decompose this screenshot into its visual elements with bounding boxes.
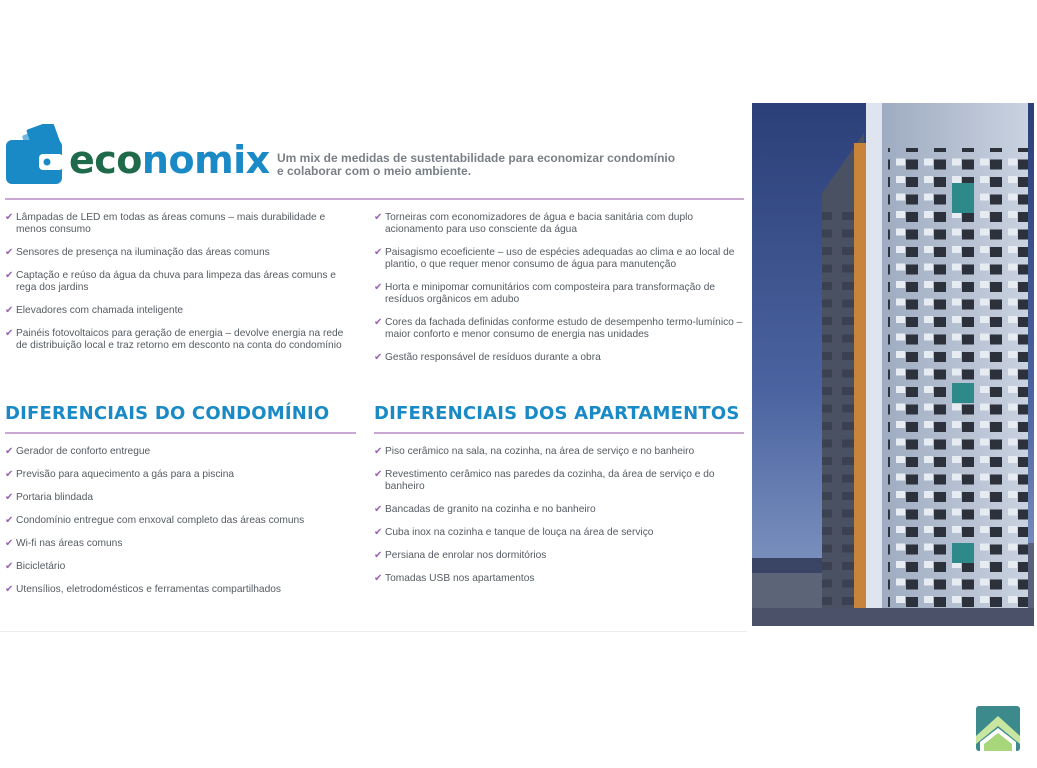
economix-divider <box>5 198 744 200</box>
check-icon: ✔ <box>374 446 383 457</box>
brand-eco: eco <box>69 138 142 182</box>
check-icon: ✔ <box>374 212 383 223</box>
apartamentos-item <box>374 550 744 562</box>
check-icon: ✔ <box>374 282 383 293</box>
check-icon: ✔ <box>5 538 14 549</box>
condominio-item-text: Portaria blindada <box>16 492 94 503</box>
check-icon: ✔ <box>5 492 14 503</box>
economix-item <box>5 247 357 259</box>
condominio-divider <box>5 432 356 434</box>
check-icon: ✔ <box>5 446 14 457</box>
check-icon: ✔ <box>374 550 383 561</box>
section-title-condominio: DIFERENCIAIS DO CONDOMÍNIO <box>5 403 330 424</box>
condominio-list <box>5 446 357 607</box>
condominio-item <box>5 561 357 573</box>
condominio-item <box>5 538 357 550</box>
check-icon: ✔ <box>374 469 383 480</box>
section-title-apartamentos: DIFERENCIAIS DOS APARTAMENTOS <box>374 403 740 424</box>
condominio-item-text: Previsão para aquecimento a gás para a piscina <box>16 469 235 480</box>
apartamentos-item <box>374 573 744 585</box>
apartamentos-item-text: Revestimento cerâmico nas paredes da cozinha, da área de serviço e do banheiro <box>385 469 715 492</box>
condominio-item <box>5 469 357 481</box>
economix-item <box>5 305 357 317</box>
economix-item-text: Paisagismo ecoeficiente – uso de espécies adequadas ao clima e ao local de plantio, o que requer menor consumo de água para manutenção <box>385 247 735 270</box>
check-icon: ✔ <box>374 504 383 515</box>
economix-item-text: Horta e minipomar comunitários com composteira para transformação de resíduos orgânicos em adubo <box>385 282 716 305</box>
apartamentos-item-text: Piso cerâmico na sala, na cozinha, na área de serviço e no banheiro <box>385 446 695 457</box>
economix-item <box>5 328 357 352</box>
economix-item <box>5 212 357 236</box>
check-icon: ✔ <box>5 212 14 223</box>
check-icon: ✔ <box>374 527 383 538</box>
economix-item-text: Cores da fachada definidas conforme estudo de desempenho termo-lumínico – maior conforto e menor consumo de energia nas unidades <box>385 317 743 340</box>
condominio-item-text: Gerador de conforto entregue <box>16 446 151 457</box>
economix-item-text: Torneiras com economizadores de água e bacia sanitária com duplo acionamento para uso consciente da água <box>385 212 694 235</box>
check-icon: ✔ <box>374 573 383 584</box>
economix-item <box>374 317 744 341</box>
economix-item <box>374 247 744 271</box>
wallet-icon <box>5 124 67 186</box>
economix-item <box>374 212 744 236</box>
building-photo <box>752 103 1034 626</box>
condominio-item <box>5 446 357 458</box>
apartamentos-divider <box>374 432 744 434</box>
check-icon: ✔ <box>374 317 383 328</box>
economix-item-text: Sensores de presença na iluminação das áreas comuns <box>16 247 270 258</box>
economix-item <box>374 282 744 306</box>
apartamentos-item-text: Tomadas USB nos apartamentos <box>385 573 535 584</box>
apartamentos-list <box>374 446 744 596</box>
check-icon: ✔ <box>5 247 14 258</box>
apartamentos-item-text: Bancadas de granito na cozinha e no banheiro <box>385 504 596 515</box>
check-icon: ✔ <box>5 469 14 480</box>
check-icon: ✔ <box>5 584 14 595</box>
check-icon: ✔ <box>5 515 14 526</box>
economix-item-text: Lâmpadas de LED em todas as áreas comuns – mais durabilidade e menos consumo <box>16 212 326 235</box>
economix-item-text: Elevadores com chamada inteligente <box>16 305 184 316</box>
apartamentos-item <box>374 504 744 516</box>
apartamentos-item <box>374 527 744 539</box>
condominio-item-text: Bicicletário <box>16 561 66 572</box>
economix-item-text: Painéis fotovoltaicos para geração de energia – devolve energia na rede de distribuição local e traz retorno em desconto na conta do condomínio <box>16 328 344 351</box>
check-icon: ✔ <box>374 247 383 258</box>
check-icon: ✔ <box>5 561 14 572</box>
brand-nomix: nomix <box>141 138 270 182</box>
apartamentos-item <box>374 446 744 458</box>
condominio-item <box>5 515 357 527</box>
condominio-item-text: Wi-fi nas áreas comuns <box>16 538 123 549</box>
footer-divider <box>0 631 747 632</box>
check-icon: ✔ <box>5 270 14 281</box>
apartamentos-item <box>374 469 744 493</box>
apartamentos-item-text: Persiana de enrolar nos dormitórios <box>385 550 547 561</box>
economix-item <box>5 270 357 294</box>
home-icon <box>976 706 1020 751</box>
brand-wordmark <box>69 138 270 182</box>
economix-list-right <box>374 212 744 375</box>
condominio-item <box>5 492 357 504</box>
condominio-item-text: Condomínio entregue com enxoval completo das áreas comuns <box>16 515 305 526</box>
condominio-item-text: Utensílios, eletrodomésticos e ferramentas compartilhados <box>16 584 281 595</box>
economix-logo <box>5 124 270 188</box>
economix-item-text: Gestão responsável de resíduos durante a obra <box>385 352 601 363</box>
check-icon: ✔ <box>5 305 14 316</box>
check-icon: ✔ <box>374 352 383 363</box>
tagline: Um mix de medidas de sustentabilidade para economizar condomínio e colaborar com o meio ambiente. <box>277 151 676 178</box>
economix-list-left <box>5 212 357 363</box>
apartamentos-item-text: Cuba inox na cozinha e tanque de louça na área de serviço <box>385 527 654 538</box>
economix-item-text: Captação e reúso da água da chuva para limpeza das áreas comuns e rega dos jardins <box>16 270 336 293</box>
check-icon: ✔ <box>5 328 14 339</box>
condominio-item <box>5 584 357 596</box>
economix-item <box>374 352 744 364</box>
